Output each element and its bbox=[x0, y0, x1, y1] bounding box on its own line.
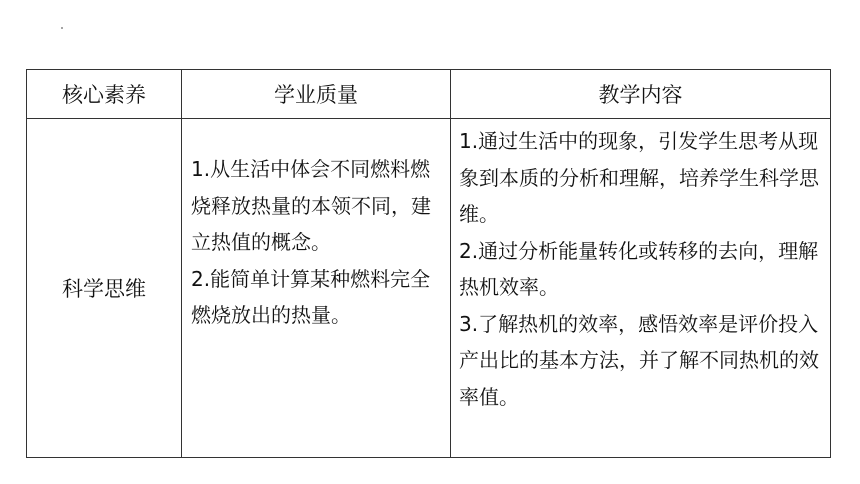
quality-item-1: 1.从生活中体会不同燃料燃烧释放热量的本领不同，建立热值的概念。 bbox=[191, 157, 431, 254]
cell-core-literacy: 科学思维 bbox=[27, 119, 182, 458]
content-item-2: 2.通过分析能量转化或转移的去向，理解热机效率。 bbox=[459, 238, 819, 299]
quality-item-2: 2.能简单计算某种燃料完全燃烧放出的热量。 bbox=[191, 266, 431, 327]
table-header-row bbox=[27, 70, 831, 119]
header-academic-quality: 学业质量 bbox=[182, 70, 451, 119]
decorative-dot bbox=[61, 27, 63, 29]
content-item-3: 3.了解热机的效率，感悟效率是评价投入产出比的基本方法，并了解不同热机的效率值。 bbox=[459, 311, 819, 409]
table-row bbox=[27, 119, 831, 458]
header-core-literacy: 核心素养 bbox=[27, 70, 182, 119]
cell-academic-quality bbox=[182, 119, 451, 458]
header-teaching-content: 教学内容 bbox=[451, 70, 831, 119]
curriculum-table bbox=[26, 69, 831, 458]
cell-teaching-content bbox=[451, 119, 831, 458]
content-item-1: 1.通过生活中的现象，引发学生思考从现象到本质的分析和理解，培养学生科学思维。 bbox=[459, 129, 819, 226]
